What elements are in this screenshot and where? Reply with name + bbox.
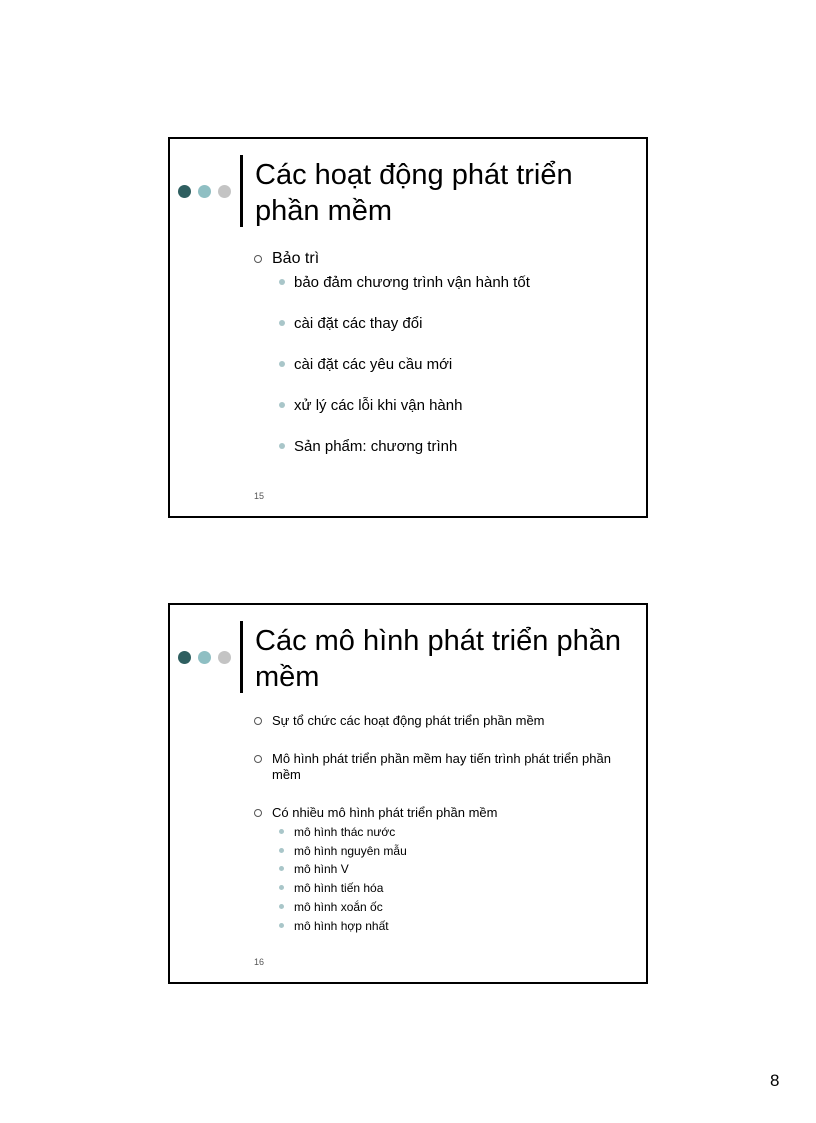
- slide-content: [254, 713, 634, 935]
- dot-bullet-icon: [279, 848, 284, 853]
- sub-bullet-text: xử lý các lỗi khi vận hành: [294, 397, 463, 414]
- dot-bullet-icon: [279, 923, 284, 928]
- bullet-item: [254, 249, 634, 269]
- dot-bullet-icon: [279, 885, 284, 890]
- sub-bullet-item: [254, 355, 634, 374]
- dot-bullet-icon: [279, 904, 284, 909]
- sub-bullet-text: cài đặt các yêu cầu mới: [294, 356, 453, 373]
- dot-mid-icon: [198, 651, 211, 664]
- bullet-item: [254, 805, 634, 821]
- sub-bullet-text: Sản phẩm: chương trình: [294, 438, 458, 455]
- dot-bullet-icon: [279, 829, 284, 834]
- dot-light-icon: [218, 185, 231, 198]
- slide-title: Các mô hình phát triển phần mềm: [255, 625, 621, 693]
- sub-bullet-item: [254, 273, 634, 292]
- sub-bullet-item: [254, 396, 634, 415]
- title-divider: [240, 155, 243, 227]
- dot-bullet-icon: [279, 320, 285, 326]
- ring-bullet-icon: [254, 755, 262, 763]
- bullet-text: Sự tổ chức các hoạt động phát triển phần mềm: [272, 713, 545, 728]
- dot-bullet-icon: [279, 443, 285, 449]
- bullet-text: Mô hình phát triển phần mềm hay tiến trình phát triển phần mềm: [272, 751, 611, 782]
- sub-bullet-text: mô hình xoắn ốc: [294, 899, 383, 914]
- sub-bullet-text: mô hình hợp nhất: [294, 918, 389, 933]
- sub-bullet-item: [254, 860, 634, 879]
- bullet-text: Bảo trì: [272, 250, 320, 267]
- bullet-item: [254, 751, 634, 783]
- ring-bullet-icon: [254, 809, 262, 817]
- dot-bullet-icon: [279, 866, 284, 871]
- slide-number: 16: [254, 957, 265, 967]
- ring-bullet-icon: [254, 717, 262, 725]
- bullet-text: Có nhiều mô hình phát triển phần mềm: [272, 805, 498, 820]
- page-number: 8: [770, 1071, 780, 1090]
- sub-bullet-item: [254, 842, 634, 861]
- slide-number: 15: [254, 491, 265, 501]
- dot-light-icon: [218, 651, 231, 664]
- sub-bullet-text: mô hình V: [294, 862, 349, 877]
- ring-bullet-icon: [254, 255, 262, 263]
- slide-15: [168, 137, 648, 518]
- dot-bullet-icon: [279, 402, 285, 408]
- sub-bullet-text: mô hình thác nước: [294, 825, 396, 839]
- sub-bullet-text: bảo đảm chương trình vận hành tốt: [294, 274, 530, 291]
- dot-dark-icon: [178, 185, 191, 198]
- sub-bullet-text: cài đặt các thay đổi: [294, 315, 423, 332]
- slide-16: [168, 603, 648, 984]
- sub-bullet-item: [254, 823, 634, 842]
- slide-content: [254, 249, 634, 478]
- bullet-item: [254, 713, 634, 729]
- dot-mid-icon: [198, 185, 211, 198]
- sub-bullet-item: [254, 917, 634, 936]
- sub-bullet-item: [254, 879, 634, 898]
- sub-bullet-text: mô hình nguyên mẫu: [294, 843, 407, 858]
- dot-bullet-icon: [279, 279, 285, 285]
- sub-bullet-item: [254, 437, 634, 456]
- sub-bullet-item: [254, 898, 634, 917]
- dot-dark-icon: [178, 651, 191, 664]
- dot-bullet-icon: [279, 361, 285, 367]
- title-divider: [240, 621, 243, 693]
- sub-bullet-text: mô hình tiến hóa: [294, 881, 384, 896]
- slide-title: Các hoạt động phát triển phần mềm: [255, 159, 573, 227]
- sub-bullet-item: [254, 314, 634, 333]
